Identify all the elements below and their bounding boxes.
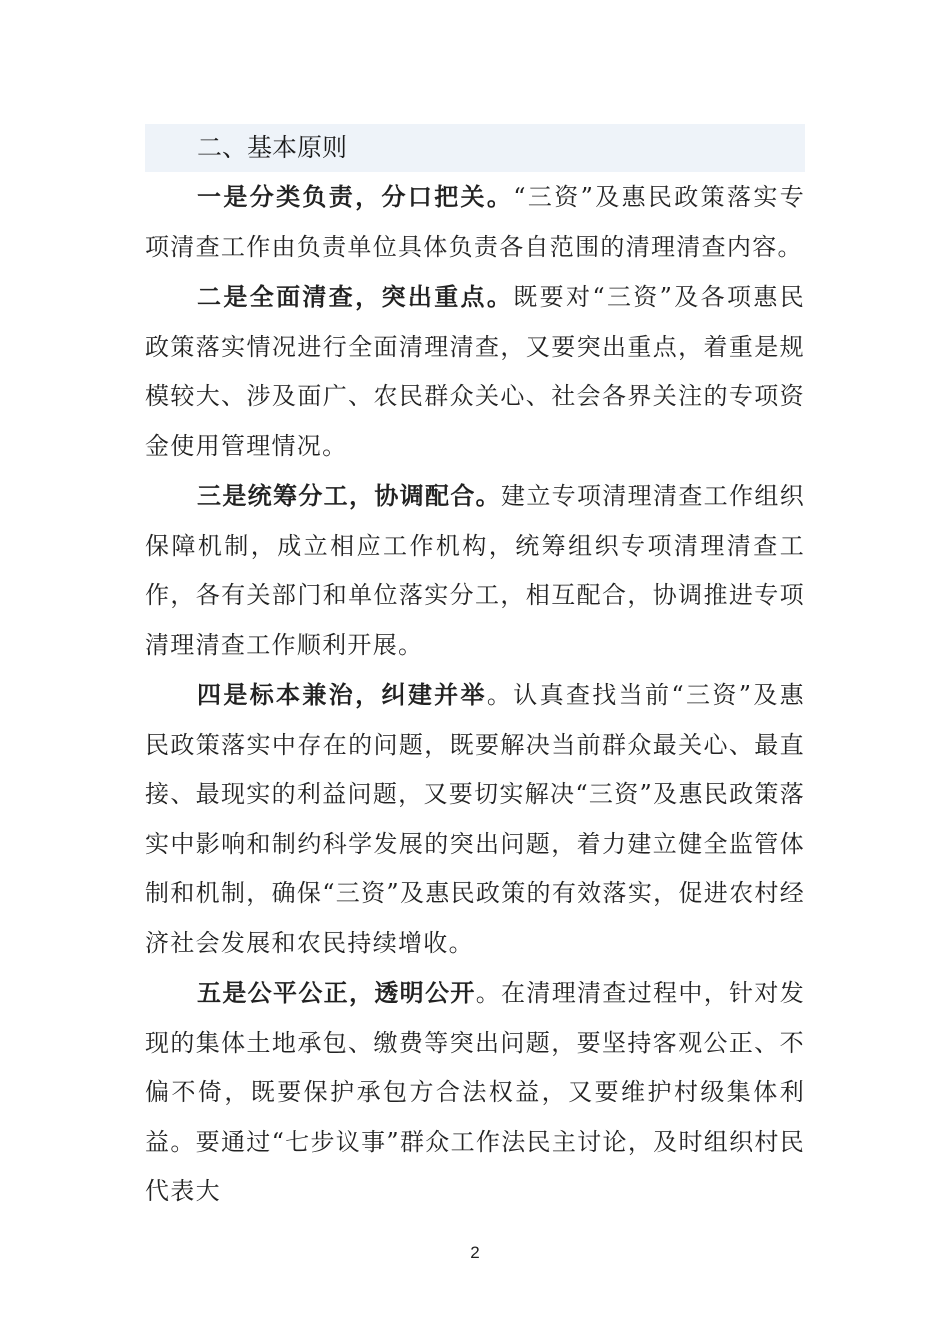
paragraph-lead: 三是统筹分工，协调配合。 (197, 481, 502, 510)
section-heading: 二、基本原则 (145, 124, 805, 172)
paragraph-text: 。认真查找当前“三资”及惠民政策落实中存在的问题，既要解决当前群众最关心、最直接、最现实的利益问题，又要切实解决“三资”及惠民政策落实中影响和制约科学发展的突出问题，着力建立健全监管体制和机制，确保“三资”及惠民政策的有效落实，促进农村经济社会发展和农民持续增收。 (145, 681, 805, 957)
paragraph-text: 。在清理清查过程中，针对发现的集体土地承包、缴费等突出问题，要坚持客观公正、不偏不倚，既要保护承包方合法权益，又要维护村级集体利益。要通过“七步议事”群众工作法民主讨论，及时组织村民代表大 (145, 979, 805, 1205)
paragraph-1 (145, 172, 805, 272)
paragraph-lead: 一是分类负责，分口把关。 (197, 182, 514, 211)
paragraph-text: “三资”及惠民政策落实专项清查工作由负责单位具体负责各自范围的清理清查内容。 (145, 183, 806, 261)
paragraph-3 (145, 471, 805, 670)
paragraph-2 (145, 272, 805, 471)
paragraph-lead: 四是标本兼治，纠建并举 (197, 680, 487, 709)
paragraph-text: 既要对“三资”及各项惠民政策落实情况进行全面清理清查，又要突出重点，着重是规模较大、涉及面广、农民群众关心、社会各界关注的专项资金使用管理情况。 (145, 283, 806, 460)
paragraph-4 (145, 670, 805, 968)
page-number: 2 (470, 1243, 480, 1262)
document-page (145, 124, 805, 1217)
paragraph-lead: 五是公平公正，透明公开 (197, 978, 476, 1007)
paragraph-5 (145, 968, 805, 1217)
paragraph-text: 建立专项清理清查工作组织保障机制，成立相应工作机构，统筹组织专项清理清查工作，各有关部门和单位落实分工，相互配合，协调推进专项清理清查工作顺利开展。 (145, 482, 805, 659)
paragraph-lead: 二是全面清查，突出重点。 (197, 282, 514, 311)
